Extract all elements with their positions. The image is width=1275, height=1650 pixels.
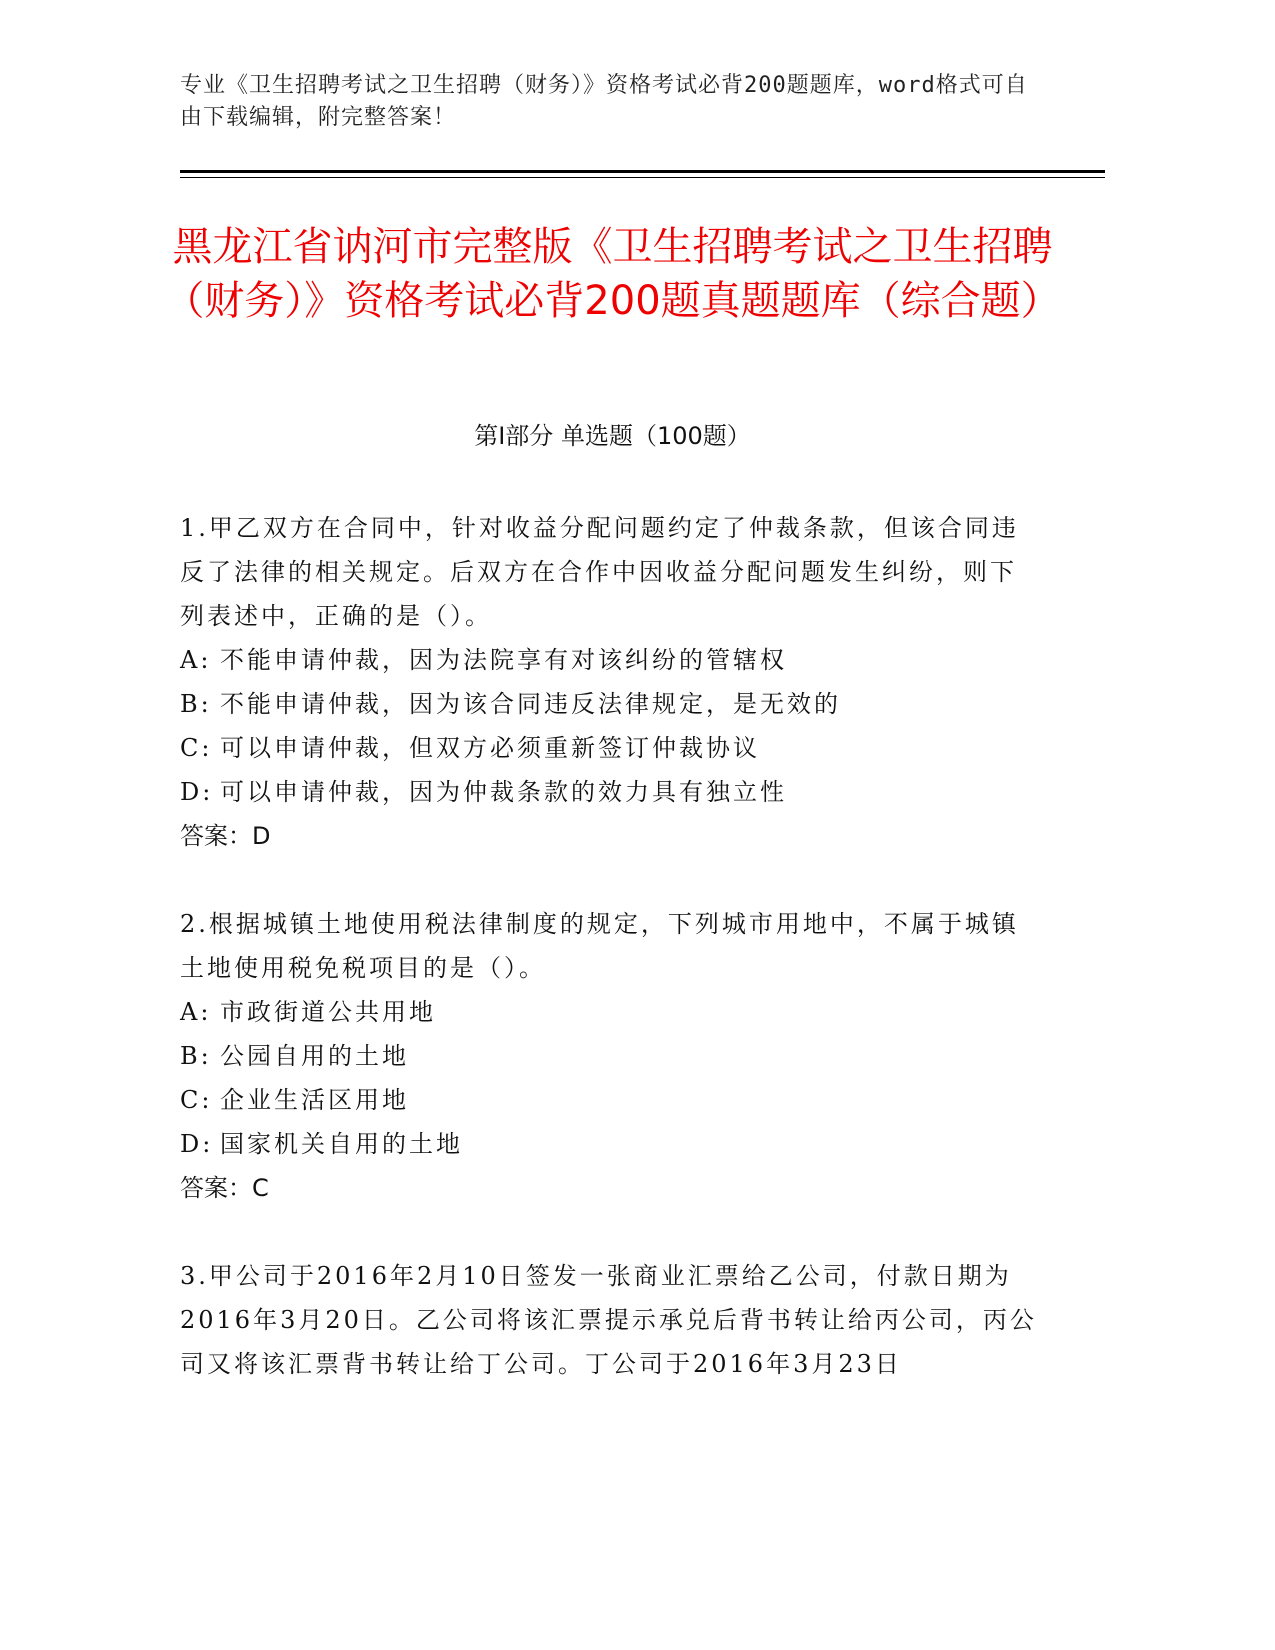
option-letter: C: (180, 1086, 213, 1114)
question-list (180, 506, 1040, 1430)
option-text: 国家机关自用的土地 (220, 1130, 463, 1158)
option-letter: A: (180, 646, 212, 674)
option-a (180, 990, 1040, 1034)
option-b (180, 1034, 1040, 1078)
option-letter: B: (180, 690, 212, 718)
option-letter: C: (180, 734, 213, 762)
option-text: 不能申请仲裁，因为该合同违反法律规定，是无效的 (220, 690, 841, 718)
option-d (180, 770, 1040, 814)
option-text: 可以申请仲裁，但双方必须重新签订仲裁协议 (220, 734, 760, 762)
option-text: 市政街道公共用地 (220, 998, 436, 1026)
header-divider-thin (180, 177, 1105, 178)
option-letter: D: (180, 1130, 214, 1158)
option-text: 企业生活区用地 (220, 1086, 409, 1114)
option-letter: D: (180, 778, 214, 806)
option-letter: B: (180, 1042, 212, 1070)
header-divider-thick (180, 170, 1105, 173)
option-c (180, 1078, 1040, 1122)
header-note: 专业《卫生招聘考试之卫生招聘（财务）》资格考试必背200题题库，word格式可自由下载编辑，附完整答案！ (180, 73, 1028, 130)
option-a (180, 638, 1040, 682)
option-text: 公园自用的土地 (220, 1042, 409, 1070)
question-stem: 2.根据城镇土地使用税法律制度的规定，下列城市用地中，不属于城镇土地使用税免税项目的是（）。 (180, 910, 1019, 982)
option-text: 不能申请仲裁，因为法院享有对该纠纷的管辖权 (220, 646, 787, 674)
option-b (180, 682, 1040, 726)
option-c (180, 726, 1040, 770)
section-heading: 第Ⅰ部分 单选题（100题） (474, 422, 751, 450)
question-3 (180, 1254, 1040, 1386)
answer-line: 答案：D (180, 822, 271, 850)
option-letter: A: (180, 998, 212, 1026)
document-title: 黑龙江省讷河市完整版《卫生招聘考试之卫生招聘（财务）》资格考试必背200题真题题库（综合题） (164, 224, 1061, 324)
question-stem: 1.甲乙双方在合同中，针对收益分配问题约定了仲裁条款，但该合同违反了法律的相关规定。后双方在合作中因收益分配问题发生纠纷，则下列表述中，正确的是（）。 (180, 514, 1019, 630)
option-text: 可以申请仲裁，因为仲裁条款的效力具有独立性 (220, 778, 787, 806)
question-2 (180, 902, 1040, 1210)
question-1 (180, 506, 1040, 858)
answer-line: 答案：C (180, 1174, 269, 1202)
option-d (180, 1122, 1040, 1166)
question-stem: 3.甲公司于2016年2月10日签发一张商业汇票给乙公司，付款日期为2016年3月20日。乙公司将该汇票提示承兑后背书转让给丙公司，丙公司又将该汇票背书转让给丁公司。丁公司于2016年3月23日 (180, 1262, 1037, 1378)
